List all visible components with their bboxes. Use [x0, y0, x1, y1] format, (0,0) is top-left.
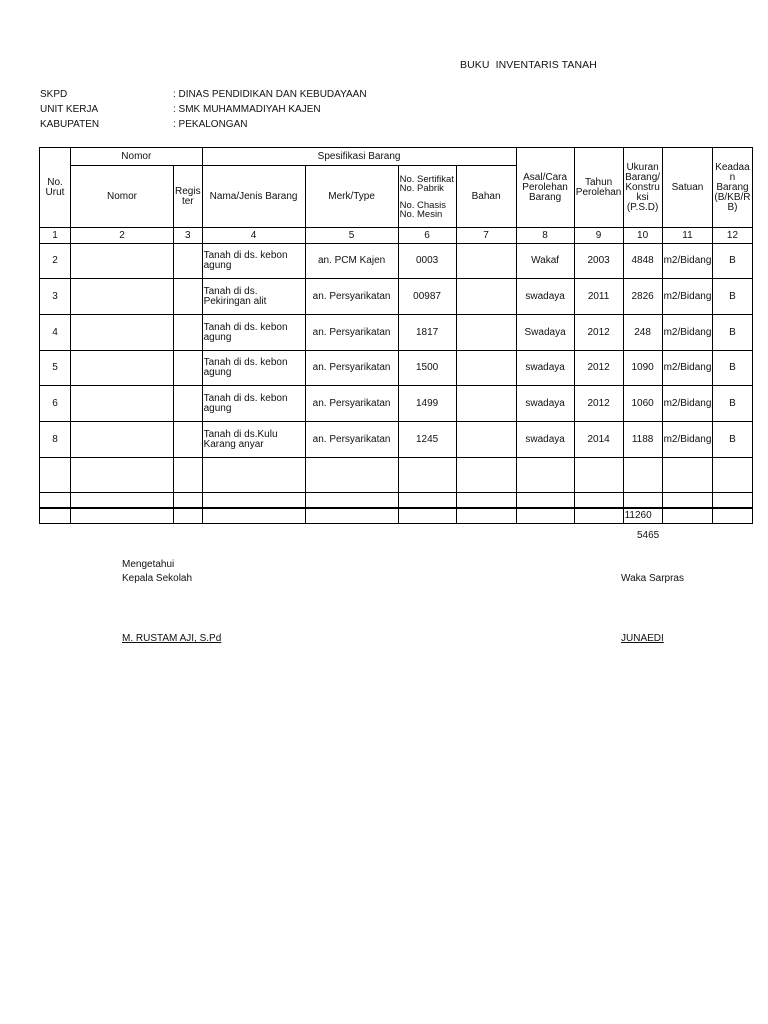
- total-under-value: 5465: [637, 530, 660, 541]
- header-sertifikat: No. Sertifikat No. Pabrik: [399, 173, 454, 194]
- document-title: BUKU INVENTARIS TANAH: [460, 59, 597, 71]
- sig-mengetahui: Mengetahui: [122, 559, 175, 570]
- cell-asal: swadaya: [516, 386, 574, 422]
- cell-no: 5: [40, 351, 71, 386]
- cell-register: [174, 386, 203, 422]
- cell-sertifikat: 00987: [398, 279, 456, 315]
- cell-register: [174, 351, 203, 386]
- cell-merk: an. Persyarikatan: [305, 279, 398, 315]
- table-row: [40, 351, 753, 386]
- cell-nama: Tanah di ds. kebon agung: [202, 386, 305, 422]
- col-number: 3: [174, 228, 203, 244]
- cell-keadaan: B: [713, 244, 752, 279]
- cell-no: 6: [40, 386, 71, 422]
- cell-merk: an. Persyarikatan: [305, 315, 398, 351]
- header-chasis: No. Chasis: [399, 199, 447, 211]
- cell-nomor: [71, 315, 174, 351]
- cell-tahun: 2012: [574, 386, 623, 422]
- cell-nomor: [71, 351, 174, 386]
- col-number: 2: [71, 228, 174, 244]
- cell-tahun: 2011: [574, 279, 623, 315]
- header-sertifikat-cell: [398, 166, 456, 228]
- cell-register: [174, 279, 203, 315]
- cell-merk: an. Persyarikatan: [305, 351, 398, 386]
- cell-bahan: [456, 351, 516, 386]
- cell-merk: an. Persyarikatan: [305, 422, 398, 458]
- sig-kepala-sekolah: Kepala Sekolah: [122, 573, 193, 584]
- cell-nama: Tanah di ds. Pekiringan alit: [202, 279, 305, 315]
- cell-tahun: 2014: [574, 422, 623, 458]
- cell-no: 4: [40, 315, 71, 351]
- header-nomor: Nomor: [71, 166, 174, 228]
- cell-satuan: m2/Bidang: [662, 351, 713, 386]
- cell-asal: Wakaf: [516, 244, 574, 279]
- cell-ukuran: 1090: [623, 351, 662, 386]
- sig-waka-sarpras: Waka Sarpras: [621, 573, 684, 584]
- cell-satuan: m2/Bidang: [662, 386, 713, 422]
- cell-sertifikat: 0003: [398, 244, 456, 279]
- header-no-urut: No. Urut: [40, 148, 71, 228]
- cell-keadaan: B: [713, 279, 752, 315]
- header-asal: Asal/Cara Perolehan Barang: [516, 148, 574, 228]
- cell-nama: Tanah di ds. kebon agung: [202, 351, 305, 386]
- header-keadaan: Keadaa n Barang (B/KB/R B): [713, 148, 752, 228]
- table-row: [40, 279, 753, 315]
- col-number: 6: [398, 228, 456, 244]
- column-number-row: [40, 228, 753, 244]
- cell-ukuran: 1060: [623, 386, 662, 422]
- cell-sertifikat: 1499: [398, 386, 456, 422]
- cell-keadaan: B: [713, 386, 752, 422]
- cell-asal: Swadaya: [516, 315, 574, 351]
- header-row-group: [40, 148, 753, 166]
- col-number: 11: [662, 228, 713, 244]
- inventory-table: [39, 147, 753, 524]
- col-number: 10: [623, 228, 662, 244]
- cell-sertifikat: 1817: [398, 315, 456, 351]
- cell-satuan: m2/Bidang: [662, 279, 713, 315]
- cell-sertifikat: 1500: [398, 351, 456, 386]
- empty-row: [40, 493, 753, 508]
- header-merk: Merk/Type: [305, 166, 398, 228]
- cell-ukuran: 248: [623, 315, 662, 351]
- empty-row: [40, 458, 753, 493]
- cell-nomor: [71, 386, 174, 422]
- cell-nama: Tanah di ds. kebon agung: [202, 315, 305, 351]
- header-tahun: Tahun Perolehan: [574, 148, 623, 228]
- header-satuan: Satuan: [662, 148, 713, 228]
- cell-nama: Tanah di ds.Kulu Karang anyar: [202, 422, 305, 458]
- table-row: [40, 244, 753, 279]
- table-row: [40, 315, 753, 351]
- cell-asal: swadaya: [516, 351, 574, 386]
- col-number: 4: [202, 228, 305, 244]
- cell-nama: Tanah di ds. kebon agung: [202, 244, 305, 279]
- header-register: Regis ter: [174, 166, 203, 228]
- cell-tahun: 2003: [574, 244, 623, 279]
- header-bahan: Bahan: [456, 166, 516, 228]
- col-number: 12: [713, 228, 752, 244]
- cell-tahun: 2012: [574, 351, 623, 386]
- meta-value: : DINAS PENDIDIKAN DAN KEBUDAYAAN: [173, 89, 367, 100]
- cell-bahan: [456, 244, 516, 279]
- cell-no: 3: [40, 279, 71, 315]
- cell-no: 8: [40, 422, 71, 458]
- meta-value: : SMK MUHAMMADIYAH KAJEN: [173, 104, 321, 115]
- header-ukuran: Ukuran Barang/ Konstru ksi (P.S.D): [623, 148, 662, 228]
- meta-skpd: [40, 89, 440, 104]
- sig-right-name: JUNAEDI: [621, 633, 664, 644]
- cell-merk: an. Persyarikatan: [305, 386, 398, 422]
- meta-unit-kerja: [40, 104, 440, 119]
- cell-register: [174, 315, 203, 351]
- col-number: 1: [40, 228, 71, 244]
- meta-label: KABUPATEN: [40, 119, 100, 130]
- cell-bahan: [456, 279, 516, 315]
- table-row: [40, 386, 753, 422]
- cell-nomor: [71, 244, 174, 279]
- cell-asal: swadaya: [516, 422, 574, 458]
- header-spesifikasi-group: Spesifikasi Barang: [202, 148, 516, 166]
- header-nomor-group: Nomor: [71, 148, 203, 166]
- cell-bahan: [456, 386, 516, 422]
- meta-label: SKPD: [40, 89, 68, 100]
- cell-register: [174, 244, 203, 279]
- cell-nomor: [71, 279, 174, 315]
- cell-nomor: [71, 422, 174, 458]
- meta-kabupaten: [40, 119, 440, 134]
- header-nama: Nama/Jenis Barang: [202, 166, 305, 228]
- col-number: 5: [305, 228, 398, 244]
- col-number: 9: [574, 228, 623, 244]
- cell-ukuran: 4848: [623, 244, 662, 279]
- cell-keadaan: B: [713, 315, 752, 351]
- cell-satuan: m2/Bidang: [662, 422, 713, 458]
- document-meta: [40, 89, 440, 134]
- cell-bahan: [456, 315, 516, 351]
- col-number: 7: [456, 228, 516, 244]
- total-ukuran: 11260: [623, 508, 662, 524]
- cell-tahun: 2012: [574, 315, 623, 351]
- cell-register: [174, 422, 203, 458]
- cell-bahan: [456, 422, 516, 458]
- col-number: 8: [516, 228, 574, 244]
- cell-keadaan: B: [713, 422, 752, 458]
- sig-left-name: M. RUSTAM AJI, S.Pd: [122, 633, 222, 644]
- total-row: [40, 508, 753, 524]
- cell-no: 2: [40, 244, 71, 279]
- header-mesin: No. Mesin: [399, 208, 443, 220]
- cell-merk: an. PCM Kajen: [305, 244, 398, 279]
- cell-sertifikat: 1245: [398, 422, 456, 458]
- cell-asal: swadaya: [516, 279, 574, 315]
- table-row: [40, 422, 753, 458]
- cell-satuan: m2/Bidang: [662, 244, 713, 279]
- cell-satuan: m2/Bidang: [662, 315, 713, 351]
- meta-value: : PEKALONGAN: [173, 119, 248, 130]
- meta-label: UNIT KERJA: [40, 104, 99, 115]
- cell-ukuran: 2826: [623, 279, 662, 315]
- cell-ukuran: 1188: [623, 422, 662, 458]
- cell-keadaan: B: [713, 351, 752, 386]
